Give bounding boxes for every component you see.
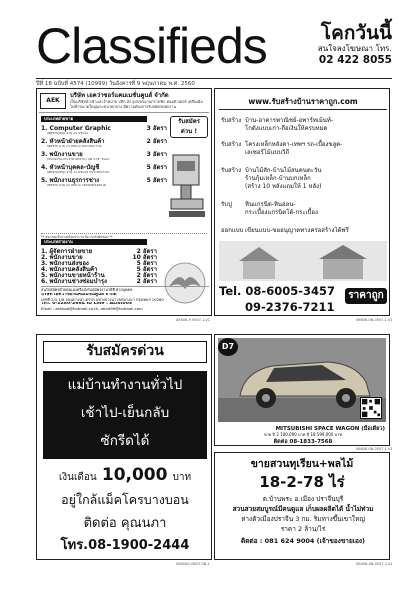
aek-section-office: ประเภทสายงาน [41,239,147,245]
position-count: 5 อัตรา [146,164,167,171]
masthead-title: Classifieds [36,18,267,74]
farm-description: สวนสวยสมบูรณ์มีคนดูแล เก็บผลผลิตได้ น้ำไม่ท่วม [232,505,374,513]
service-label: รับสร้าง [221,141,242,148]
durian-orchard-ad [214,452,390,560]
car-ad-code: 08608-0N-0507-1-V1 [356,447,393,451]
position-count: 2 อัตรา [146,138,167,145]
position-count: 3 อัตรา [146,151,167,158]
position-count: 5 อัตรา [136,266,157,273]
position-desc: เพศชาย/หญิง อายุ 25 ปีขึ้นไป มีประสบการณ์ [47,171,110,174]
salary-amount: 10,000 [101,465,168,485]
salary-prefix: เงินเดือน [58,472,97,483]
position-count: 10 อัตรา [132,254,157,261]
house-construction-ad [214,88,390,316]
aek-footer-company: บริษัท เอคว่าซอร์แคมเมชั่นคูนส์ จำกัด [41,292,117,297]
aek-footer-address: เลขที่ 1/4 1/8 ถนนบางนา-ตราด แขวงบางนา เขตบางนา กรุงเทพฯ 10260 [41,297,164,302]
aek-badge-line1: รับสมัคร [178,118,200,125]
aek-sales-list [41,125,167,190]
tool-machine-illustration [167,149,207,229]
position-count: 5 อัตรา [146,177,167,184]
recruit-job-line3: ซักรีดได้ [100,433,150,449]
position-name: 1. ผู้จัดการฝ่ายขาย [41,248,93,255]
position-desc: (หน่วยงาน-ประจำสำนักงาน) วุฒิ ปวช. ขึ้นไป [47,158,110,161]
position-desc: เพศชาย อายุ 20 ปีขึ้นไป ใช้คอมพิวเตอร์ได้ [47,184,106,187]
service-label: ออกแบบ [221,227,244,234]
house-phone-2: 09-2376-7211 [245,300,335,314]
aek-footer [41,286,209,312]
position-name: 3. พนักงานขาย [41,151,83,158]
service-label: รับปู [221,201,232,208]
car-price: ขาย ปี 2 100,000 บาท ปี 18 599,000 บาท [263,432,343,437]
recruit-banner: รับสมัครด่วน [43,341,207,363]
position-name: 1. Computer Graphic [41,125,111,132]
position-desc: เพศชาย/หญิง อายุ 25 ปีขึ้นไป [47,132,89,135]
service-line: ร้านกุ้มเหล็ก-บ้านบกเหล็ก [245,175,311,182]
farm-title: ขายสวนทุเรียน+พลไม้ [250,458,354,470]
farm-ad-code: 0B406-0N-0507-1-V1 [356,562,393,566]
housekeeper-recruit-ad [36,334,212,560]
farm-price: ราคา 2 ล้าน/ไร่ [280,525,326,533]
position-count: 2 อัตรา [136,278,157,285]
service-line: บ้าน-อาคารพาณิชย์-อพาร์ทเม้นท์- [245,117,333,124]
position-name: 4. หัวหน้าบุคคล-บัญชี [41,164,100,171]
house-cheap-badge: ราคาถูก [345,288,387,304]
brand-phone: 02 422 8055 [318,54,392,66]
position-name: 2. พนักงานขาย [41,254,83,261]
position-name: 4. พนักงานคลังสินค้า [41,266,98,273]
position-name: 5. พนักงานธุรการช่าง [41,177,100,184]
service-line: เขียนแบบ-ขออนุญาตทางคร่อสร้างได้ฟรี [245,227,349,234]
position-count: 2 อัตรา [136,248,157,255]
issue-line: ปีที่ 18 ฉบับที่ 4574 (10999) วันอังคารที่ 9 พฤษภาคม พ.ศ. 2560 [36,78,392,88]
recruit-phone: โทร.08-1900-2444 [60,538,190,553]
service-text [245,167,385,191]
service-line: โครงเหล็กหลังคา-เทพฯ รถ-เบื้องขลูด- [245,141,343,148]
list-item [41,164,167,177]
aek-intro: เป็นบริษัทนำเข้าและจำหน่าย ปลีก-ส่ง อุปกรณ์งานกราฟฟิก คอมพิวเตอร์ เครื่องมือไฟฟ้าขนาดใหญ่และขนาดกลาง มีความต้องการรับสมัครพนักงาน [70,99,203,109]
aek-company-name: บริษัท เอคว่าซอร์แคมเมชั่นคูนส์ จำกัด [70,92,169,99]
position-desc: เพศชาย อายุ 25 ปีขึ้นไป มีประสบการณ์ [47,145,102,148]
house-photo-strip [219,241,387,281]
service-line: (สร้าง 10 หลังแถมให้ 1 หลัง) [245,183,322,190]
page-header [36,18,392,76]
position-name: 2. หัวหน้าฝ่ายคลังสินค้า [41,138,105,145]
position-name: 6. พนักงานช่างซ่อมบำรุง [41,278,107,285]
aek-office-list [41,248,157,284]
aek-section-sales: ประเภทฝ่ายขาย [41,116,147,122]
service-line: เลเซอร์ไม้แบบวิถี [245,149,290,156]
position-count: 3 อัตรา [146,125,167,132]
position-name: 3. พนักงานส่งของ [41,260,89,267]
aek-note: ** สุขภาพแข็งแรงพร้อมทำงาน มีความรับผิดชอบ ** [41,233,207,240]
recruit-salary [43,465,207,487]
service-label: รับสร้าง [221,117,242,124]
aek-footer-email: Email : aekbod@hotmail.co.th, atmd99@hotmail.com [41,307,143,312]
brand-block [312,22,392,66]
recruit-location: อยู่ใกล้แม็คโครบางบอน [61,492,189,507]
service-text [245,117,385,133]
aek-recruitment-ad [36,88,212,316]
service-line: กระเบื้องแกรนิตโต้-กระเบื้อง [245,209,318,216]
aek-badge-line2: ด่วน ! [180,128,198,135]
recruit-job-block [43,371,207,459]
brand-logo: โคกวันนี้ [320,22,392,44]
service-line: บ้านไม้สัก-บ้านไม้สนคนตะวัน [245,167,322,174]
car-contact: ติดต่อ 08-1833-7568 [273,439,333,445]
farm-area: 18-2-78 ไร่ [259,473,345,491]
position-count: 5 อัตรา [136,260,157,267]
house-phone-1: Tel. 08-6005-3457 [219,284,335,298]
ad-number-badge: D7 [218,338,238,356]
house-illustration-icon [219,241,387,281]
farm-distance: ห่างตัวเมืองปราจีน 3 กม. ริมทางขึ้นเขาใหญ่ [241,515,365,523]
recruit-job-line2: เช้าไป-เย็นกลับ [80,405,170,421]
house-website: www.รับสร้างบ้านราคาถูก.com [219,94,387,110]
aek-urgent-badge [170,116,208,138]
list-item [41,278,157,284]
position-name: 5. พนักงานขายหน้าร้าน [41,272,105,279]
brand-advertise-label: สนใจลงโฆษณา โทร. [317,44,392,53]
service-line: หินแกรนิต-หินอ่อน- [245,201,296,208]
aek-header [39,91,209,113]
salary-suffix: บาท [172,472,192,483]
service-text [245,227,385,235]
aek-footer-apply: สนใจสมัครด้วยตนเองหรือส่งใบสมัครงานได้ที่ ฝ่ายบุคคล [41,288,133,292]
service-text [245,201,385,217]
list-item [41,138,167,151]
aek-ad-code: AEK08-P-0507-1-V1 [176,318,210,322]
aek-footer-phone: โทร. 0-2280-2664 ID Line : AList003 [41,302,133,307]
recruit-job-line1: แม่บ้านทำงานทั่วไป [67,377,183,393]
house-ad-code: 08608-0N-0507-1-V1 [356,318,393,322]
car-model: MITSUBISHI SPACE WAGON (มือเดียว) [275,426,385,432]
farm-contact: ติดต่อ : 081 624 9004 (เจ้าของขายเอง) [240,537,366,545]
service-line: โกดังแบบเก่า-ถือเงินให้ครบหมด [245,125,328,132]
list-item [41,151,167,164]
recruit-ad-code: 0N0N01-N00T-0N-1 [176,562,210,566]
qr-code-icon [360,397,382,419]
service-label: รับสร้าง [221,167,242,174]
position-count: 2 อัตรา [136,272,157,279]
car-sale-ad [214,334,390,446]
list-item [41,125,167,138]
service-text [245,141,385,157]
aek-logo: AEK [40,93,66,109]
list-item [41,177,167,190]
recruit-contact: ติดต่อ คุณนภา [83,516,167,531]
farm-location: ต.บ้านพระ อ.เมือง ปราจีนบุรี [262,495,344,503]
